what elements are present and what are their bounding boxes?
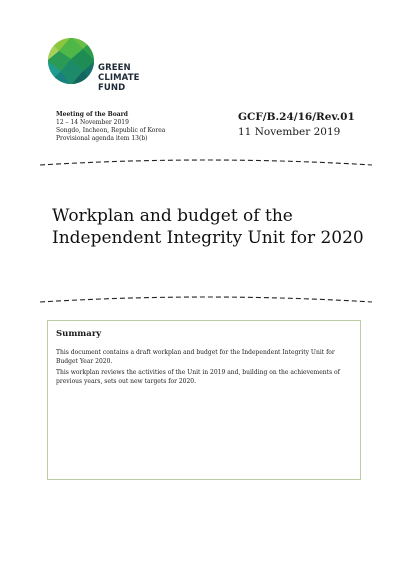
meeting-dates: 12 – 14 November 2019 [56, 119, 129, 126]
meeting-info [56, 111, 165, 143]
meeting-agenda-item: Provisional agenda item 13(b) [56, 135, 148, 142]
green-climate-fund-logo-icon [47, 37, 99, 87]
document-title-line-1: Workplan and budget of the [52, 206, 293, 226]
meeting-title: Meeting of the Board [56, 111, 129, 118]
top-divider [38, 157, 374, 167]
document-date: 11 November 2019 [238, 126, 341, 138]
logo-word-1: GREEN [98, 63, 131, 73]
summary-paragraph-1: This document contains a draft workplan and budget for the Independent Integrity Unit for Budget Year 2020. [56, 349, 335, 365]
meeting-location: Songdo, Incheon, Republic of Korea [56, 127, 166, 134]
document-title [52, 205, 382, 249]
document-title-line-2: Independent Integrity Unit for 2020 [52, 228, 364, 248]
logo-word-3: FUND [98, 83, 126, 93]
bottom-divider [38, 294, 374, 304]
logo-wordmark [98, 63, 140, 93]
document-code: GCF/B.24/16/Rev.01 [238, 111, 355, 123]
summary-box [47, 320, 361, 480]
logo-word-2: CLIMATE [98, 73, 140, 83]
document-identifier [238, 111, 355, 139]
summary-paragraph-2: This workplan reviews the activities of the Unit in 2019 and, building on the achievements of previous years, sets out new targets for 2020. [56, 369, 340, 385]
summary-heading: Summary [56, 329, 102, 339]
